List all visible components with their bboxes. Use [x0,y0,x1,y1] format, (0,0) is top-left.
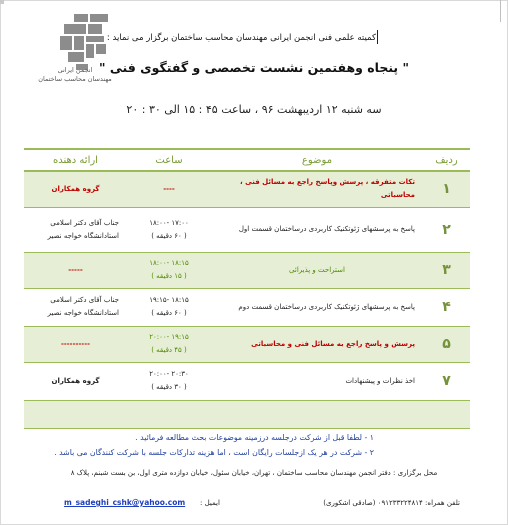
row-time-range: ---- [163,184,175,193]
row-presenter [24,288,127,326]
row-time-duration: ( ۶۰ دقیقه ) [151,309,187,317]
table-row [24,288,470,326]
row-time-range: ۱۸:۱۵ -۱۹:۱۵ [149,296,189,304]
row-time [127,288,211,326]
row-presenter-name: ----- [68,265,83,274]
row-topic: پرسش و پاسخ راجع به مسائل فنی و محاسباتی [211,326,423,362]
table-row-empty [24,400,470,428]
row-presenter-name: جناب آقای دکتر اسلامی [50,218,119,227]
col-header-time: ساعت [127,149,211,171]
table-row [24,362,470,400]
venue-address: محل برگزاری : دفتر انجمن مهندسان محاسب ساختمان ، تهران، خیابان سئول، خیابان دوازده متری اول، بن بست شبنم، پلاک ۸ [70,469,438,477]
row-presenter-name: ---------- [60,339,91,348]
text-cursor [377,30,378,44]
email-label: ایمیل : [200,499,220,507]
row-number: ۲ [423,207,470,252]
schedule-table [24,148,470,429]
table-row [24,326,470,362]
row-time [127,171,211,207]
corner-mark [0,0,4,4]
row-number: ۷ [423,362,470,400]
table-row [24,171,470,207]
notes [54,430,374,460]
margin-rule [500,0,501,22]
row-time-duration: ( ۳۰ دقیقه ) [151,383,187,391]
session-datetime: سه شنبه ۱۲ اردیبهشت ۹۶ ، ساعت ۴۵ : ۱۵ الی ۳۰ : ۲۰ [126,103,382,116]
row-topic: استراحت و پذیرائی [211,252,423,288]
row-number: ۴ [423,288,470,326]
note-2: ۲ - شرکت در هر یک ازجلسات رایگان است ، اما هزینه تدارکات جلسه با شرکت کنندگان می باشد . [54,448,374,457]
row-time-range: ۲۰:۳۰ -۲۰:۰۰ [149,370,189,378]
row-presenter-name: جناب آقای دکتر اسلامی [50,296,119,304]
col-header-row-number: ردیف [423,149,470,171]
empty-cell [423,400,470,428]
note-1: ۱ - لطفا قبل از شرکت درجلسه درزمینه موضوعات بحث مطالعه فرمائید . [135,433,374,442]
row-presenter [24,207,127,252]
row-topic: اخذ نظرات و پیشنهادات [211,362,423,400]
row-time-range: ۱۷:۰۰ -۱۸:۰۰ [149,218,189,227]
row-presenter-affiliation: استادانشگاه خواجه نصیر [47,231,119,240]
row-time [127,362,211,400]
col-header-presenter: ارائه دهنده [24,149,127,171]
row-topic: تکات متفرقه ، پرسش وپاسخ راجع به مسائل فنی ، محاسباتی [211,171,423,207]
intro-text: کمیته علمی فنی انجمن ایرانی مهندسان محاسب ساختمان برگزار می نماید : [106,33,376,43]
empty-cell [24,400,127,428]
row-time [127,252,211,288]
row-time-range: ۱۸:۱۵ -۱۸:۰۰ [149,259,189,267]
table-row [24,252,470,288]
col-header-topic: موضوع [211,149,423,171]
row-time [127,207,211,252]
empty-cell [127,400,211,428]
row-time-duration: ( ۶۰ دقیقه ) [151,231,187,240]
row-time-range: ۱۹:۱۵ -۲۰:۰۰ [149,333,189,341]
row-presenter-affiliation: استادانشگاه خواجه نصیر [47,309,119,317]
row-presenter [24,326,127,362]
logo-caption-line2: مهندسان محاسب ساختمان [38,75,112,83]
row-topic: پاسخ به پرسشهای ژئوتکنیک کاربردی درساختمان قسمت اول [211,207,423,252]
logo-caption-line1: انجمن ایرانی [57,66,93,74]
row-topic: پاسخ به پرسشهای ژئوتکنیک کاربردی درساختمان قسمت دوم [211,288,423,326]
contact-email-link[interactable]: m_sadeghi_cshk@yahoo.com [64,498,186,507]
empty-cell [211,400,423,428]
row-presenter [24,171,127,207]
contact-phone: تلفن همراه: ۰۹۱۲۳۳۲۲۴۸۱۴ (صادقی اشکوری) [323,499,460,507]
table-header-row [24,149,470,171]
row-number: ۱ [423,171,470,207]
row-time-duration: ( ۱۵ دقیقه ) [151,272,187,280]
row-presenter-name: گروه همکاران [51,184,100,193]
row-time [127,326,211,362]
row-number: ۵ [423,326,470,362]
table-row [24,207,470,252]
row-presenter [24,362,127,400]
row-presenter [24,252,127,288]
row-time-duration: ( ۴۵ دقیقه ) [151,346,187,354]
session-title: " پنجاه وهفتمین نشست تخصصی و گفتگوی فنی " [99,60,409,75]
row-presenter-name: گروه همکاران [51,376,100,385]
row-number: ۳ [423,252,470,288]
